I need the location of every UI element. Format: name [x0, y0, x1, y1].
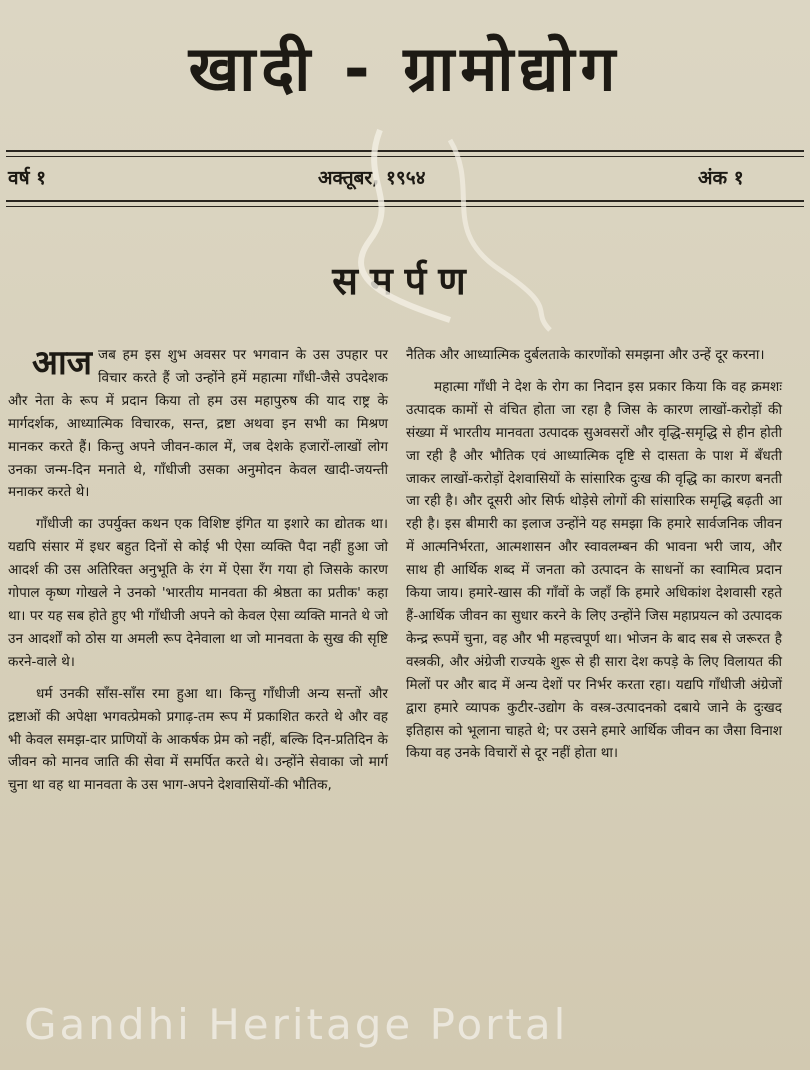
- paper-damage-mark: [330, 120, 570, 340]
- watermark: Gandhi Heritage Portal: [24, 1000, 569, 1049]
- issue-volume: वर्ष १: [8, 167, 47, 189]
- header-rule-bottom-thin: [6, 206, 804, 207]
- left-paragraph-1-text: जब हम इस शुभ अवसर पर भगवान के उस उपहार पर विचार करते हैं जो उन्होंने हमें महात्मा गाँधी-जैसे उपदेशक और नेता के रूप में प्रदान किया तो हम उस महापुरुष की याद राष्ट्र के मार्गदर्शक, आध्यात्मिक विचारक, सन्त, द्रष्टा अथवा इन सभी का मिश्रण मानकर करते हैं। किन्तु अपने जीवन-काल में, जब देशके हजारों-लाखों लोग उनका जन्म-दिन मनाते थे, गाँधीजी उसका अनुमोदन केवल खादी-जयन्ती मनाकर करते थे।: [8, 347, 388, 501]
- article-column-left: [8, 344, 388, 806]
- right-paragraph-1: नैतिक और आध्यात्मिक दुर्बलताके कारणोंको समझना और उन्हें दूर करना।: [406, 347, 765, 363]
- article-title: समर्पण: [332, 259, 478, 303]
- dropcap: आज: [32, 343, 92, 383]
- left-paragraph-3: धर्म उनकी साँस-साँस रमा हुआ था। किन्तु गाँधीजी अन्य सन्तों और द्रष्टाओं की अपेक्षा भगवत्प्रेमको प्रगाढ़-तम रूप में प्रकाशित करते थे और वह भी केवल समझ-दार प्राणियों के आकर्षक प्रेम को नहीं, बल्कि दिन-प्रतिदिन के जीवन को मानव जाति की सेवा में समर्पित करते थे। उन्होंने सेवाका जो मार्ग चुना था वह था मानवता के उस भाग-अपने देशवासियों-की भौतिक,: [8, 685, 388, 794]
- issue-number: अंक १: [698, 167, 744, 189]
- masthead-title: खादी - ग्रामोद्योग: [188, 32, 622, 105]
- issue-date: अक्तूबर, १९५४: [318, 167, 426, 189]
- header-rule-top: [6, 150, 804, 152]
- left-paragraph-2: गाँधीजी का उपर्युक्त कथन एक विशिष्ट इंगित या इशारे का द्योतक था। यद्यपि संसार में इधर बहुत दिनों से कोई भी ऐसा व्यक्ति पैदा नहीं हुआ जो आदर्श की उस अतिरिक्त अनुभूति के रंग में ऐसा रँग गया हो जिसके कारण गोपाल कृष्ण गोखले ने उनको 'भारतीय मानवता की श्रेष्ठता का प्रतीक' कहा था। पर यह सब होते हुए भी गाँधीजी अपने को केवल ऐसा व्यक्ति मानते थे जो उन आदर्शों को ठोस या अमली रूप देनेवाला था जो मानवता के सुख की सृष्टि करने-वाले थे।: [8, 516, 388, 670]
- article-column-right: [406, 344, 782, 774]
- left-paragraph-1: [8, 344, 388, 504]
- header-rule-top-thin: [6, 156, 804, 157]
- header-rule-bottom: [6, 200, 804, 202]
- right-paragraph-2: महात्मा गाँधी ने देश के रोग का निदान इस प्रकार किया कि वह क्रमशः उत्पादक कामों से वंचित होता जा रहा है जिस के कारण लाखों-करोड़ों की संख्या में भारतीय मानवता उत्पादक सुअवसरों और वृद्धि-समृद्धि से हीन होती जा रही है और भौतिक एवं आध्यात्मिक दृष्टि से दासता के पाश में बँधती जाकर लाखों-करोड़ों देशवासियों के सांसारिक दुःख की वृद्धि का कारण बनती जा रही है। और दूसरी ओर सिर्फ थोड़ेसे लोगों की सांसारिक समृद्धि बढ़ती आ रही है। इस बीमारी का इलाज उन्होंने यह समझा कि हमारे सार्वजनिक जीवन में आत्मनिर्भरता, आत्मशासन और स्वावलम्बन की भावना भरी जाय, और साथ ही आर्थिक शब्द में जनता को उत्पादन के साधनों का स्वामित्व प्रदान किया जाय। हमारे-खास की गाँवों के जहाँ कि हमारे अधिकांश देशवासी रहते हैं-आर्थिक जीवन का सुधार करने के लिए उन्होंने जिस महाप्रयत्न को उत्पादक केन्द्र रूपमें चुना, वह और भी महत्त्वपूर्ण था। भोजन के बाद सब से जरूरत है वस्त्रकी, और अंग्रेजी राज्यके शुरू से ही सारा देश कपड़े के लिए विलायत की मिलों पर और बाद में अन्य देशों पर निर्भर करता रहा। यद्यपि गाँधीजी अंग्रेजों द्वारा हमारे व्यापक कुटीर-उद्योग के वस्त्र-उत्पादनको दबाये जाने के दुःखद इतिहास को भूलाना चाहते थे; पर उसने हमारे आर्थिक जीवन का जैसा विनाश किया वह उनके विचारों से दूर नहीं होता था।: [406, 378, 782, 762]
